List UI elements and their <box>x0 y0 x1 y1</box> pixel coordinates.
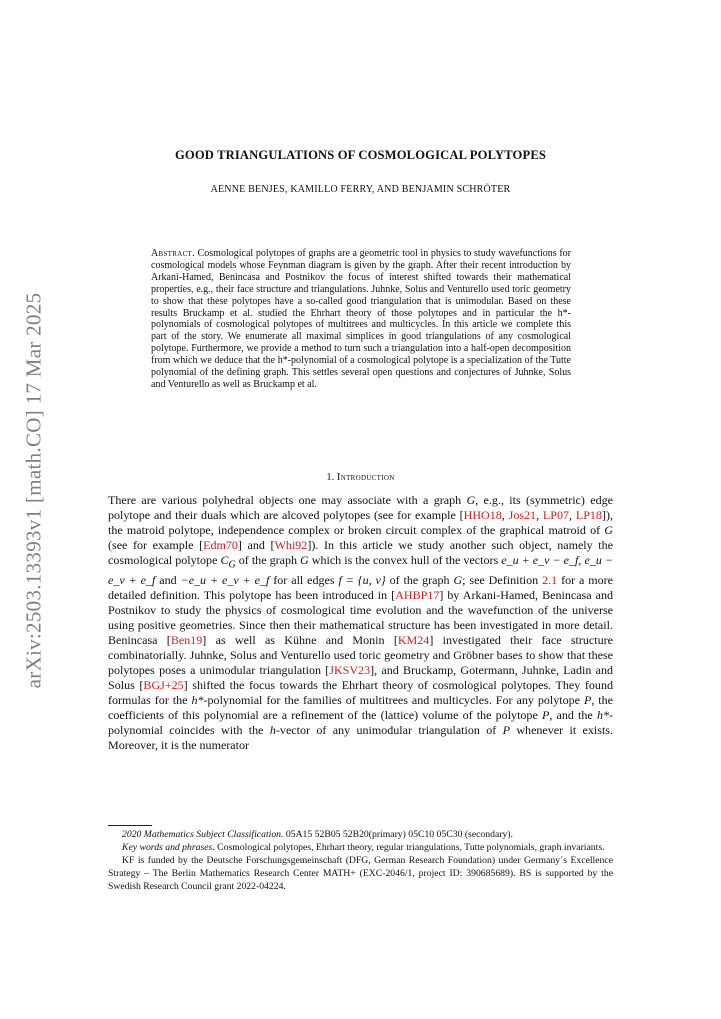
intro-text: ] as well as Kühne and Monin [ <box>202 632 398 647</box>
intro-text: for a more detailed definition. This polytope has been introduced in [ <box>108 572 614 602</box>
math-vector-1: e_u + e_v − e_f <box>501 553 579 568</box>
footnote-msc-text: 05A15 52B05 52B20(primary) 05C10 05C30 (secondary). <box>283 829 513 840</box>
intro-text: for all edges <box>269 572 339 587</box>
citation-bgj25[interactable]: BGJ+25 <box>143 677 184 692</box>
math-G: G <box>604 523 613 538</box>
intro-text: ]), the matroid polytope, independence complex or broken circuit complex of the graphical matroid of <box>108 508 613 538</box>
math-edge: f = {u, v} <box>338 572 386 587</box>
intro-text: , the coefficients of this polynomial are a refinement of the (lattice) volume of the polytope <box>108 693 613 723</box>
citation-lp18[interactable]: LP18 <box>575 508 602 523</box>
abstract-label: Abstract. <box>151 248 195 259</box>
intro-text: -vector of any unimodular triangulation of <box>275 723 503 738</box>
math-h: h <box>269 723 276 738</box>
footnote-keywords-label: Key words and phrases. <box>122 842 215 853</box>
intro-text: whenever it exists. Moreover, it is the numerator <box>108 723 613 753</box>
abstract <box>151 248 571 391</box>
intro-text: -polynomial for the families of multitrees and multicycles. For any polytope <box>203 693 584 708</box>
citation-jksv23[interactable]: JKSV23 <box>329 662 371 677</box>
math-G: G <box>453 572 463 587</box>
math-h-star: h* <box>191 693 204 708</box>
math-P: P <box>541 708 550 723</box>
intro-text: and <box>155 572 181 587</box>
citation-edm70[interactable]: Edm70 <box>203 538 238 553</box>
section-number: 1. <box>326 472 335 483</box>
footnote-rule <box>108 825 152 826</box>
math-vector-3: −e_u + e_v + e_f <box>180 572 270 587</box>
citation-whi92[interactable]: Whi92 <box>274 538 308 553</box>
intro-text: -polynomial coincides with the <box>108 708 613 738</box>
intro-text: of the graph <box>235 553 301 568</box>
intro-text: ] by Arkani-Hamed, Benincasa and Postnikov to study the physics of cosmological time evolution and the wavefunction of the universe using positive geometries. Since then their mathematical structure has been investigated in more detail. Benincasa [ <box>108 587 613 647</box>
citation-ahbp17[interactable]: AHBP17 <box>395 587 440 602</box>
math-CG: C <box>220 553 229 568</box>
intro-text: , e.g., its (symmetric) edge polytope and their duals which are alcoved polytopes (see for example [ <box>108 493 613 523</box>
section-heading <box>108 472 613 483</box>
math-CG-subscript: G <box>228 559 236 571</box>
intro-text: ], and Bruckamp, Gotermann, Juhnke, Ladin and Solus [ <box>108 662 613 692</box>
intro-text: , <box>569 508 576 523</box>
citation-ben19[interactable]: Ben19 <box>170 632 203 647</box>
intro-text: , <box>536 508 543 523</box>
intro-text: ]). In this article we study another such object, namely the cosmological polytope <box>108 538 613 568</box>
intro-text: which is the convex hull of the vectors <box>308 553 502 568</box>
definition-link[interactable]: 2.1 <box>542 572 558 587</box>
intro-text: , <box>578 553 585 568</box>
footnote-funding: KF is funded by the Deutsche Forschungsgemeinschaft (DFG, German Research Foundation) under Germany´s Excellence Strategy – The Berlin Mathematics Research Center MATH+ (EXC-2046/1, project ID: 390685689). BS is supported by the Swedish Research Council grant 2022-04224. <box>108 855 613 892</box>
citation-hho18[interactable]: HHO18 <box>463 508 502 523</box>
intro-text: ] and [ <box>237 538 275 553</box>
introduction-paragraph <box>108 493 613 753</box>
intro-text: ] shifted the focus towards the Ehrhart theory of cosmological polytopes. They found formulas for the <box>108 677 614 708</box>
intro-text: , and the <box>549 708 597 723</box>
footnote-msc-label: 2020 Mathematics Subject Classification. <box>122 829 284 840</box>
math-G: G <box>466 493 476 507</box>
math-vector-2: e_u − e_v + e_f <box>108 553 613 587</box>
citation-lp07[interactable]: LP07 <box>542 508 570 523</box>
arxiv-identifier-text: arXiv:2503.13393v1 [math.CO] 17 Mar 2025 <box>21 292 46 688</box>
math-P: P <box>502 723 510 738</box>
math-h-star: h* <box>596 708 609 723</box>
intro-text: of the graph <box>385 572 454 587</box>
intro-text: ] investigated their face structure combinatorially. Juhnke, Solus and Venturello used toric geometry and Gröbner bases to show that these polytopes poses a unimodular triangulation [ <box>108 632 614 677</box>
paper-title: GOOD TRIANGULATIONS OF COSMOLOGICAL POLYTOPES <box>174 148 547 162</box>
intro-text: There are various polyhedral objects one may associate with a graph <box>108 493 467 507</box>
footnote-msc <box>108 828 613 841</box>
arxiv-identifier <box>14 290 54 690</box>
intro-text: ; see Definition <box>462 572 543 587</box>
footnote-keywords-text: Cosmological polytopes, Ehrhart theory, regular triangulations, Tutte polynomials, graph invariants. <box>214 842 605 853</box>
paper-authors: AENNE BENJES, KAMILLO FERRY, AND BENJAMIN SCHRÖTER <box>210 184 511 195</box>
footnote-keywords <box>108 841 613 854</box>
math-P: P <box>583 693 592 708</box>
intro-text: (see for example [ <box>108 538 204 553</box>
math-G: G <box>300 553 309 568</box>
intro-text: , <box>501 508 509 523</box>
footnotes <box>108 828 613 893</box>
citation-km24[interactable]: KM24 <box>397 632 430 647</box>
section-title: Introduction <box>336 472 395 483</box>
citation-jos21[interactable]: Jos21 <box>508 508 537 523</box>
abstract-text: Cosmological polytopes of graphs are a geometric tool in physics to study wavefunctions for cosmological models whose Feynman diagram is given by the graph. After their recent introduction by Arkani-Hamed, Benincasa and Postnikov the focus of interest shifted towards their mathematical properties, e.g., their face structure and triangulations. Juhnke, Solus and Venturello used toric geometry to show that these polytopes have a so-called good triangulation that is unimodular. Based on these results Bruckamp et al. studied the Ehrhart theory of those polytopes and in particular the h*-polynomials of cosmological polytopes of multitrees and multicycles. In this article we complete this part of the story. We enumerate all maximal simplices in good triangulations of any cosmological polytope. Furthermore, we provide a method to turn such a triangulation into a half-open decomposition from which we deduce that the h*-polynomial of a cosmological polytope is a specialization of the Tutte polynomial of the defining graph. This settles several open questions and conjectures of Juhnke, Solus and Venturello as well as Bruckamp et al. <box>151 248 571 390</box>
